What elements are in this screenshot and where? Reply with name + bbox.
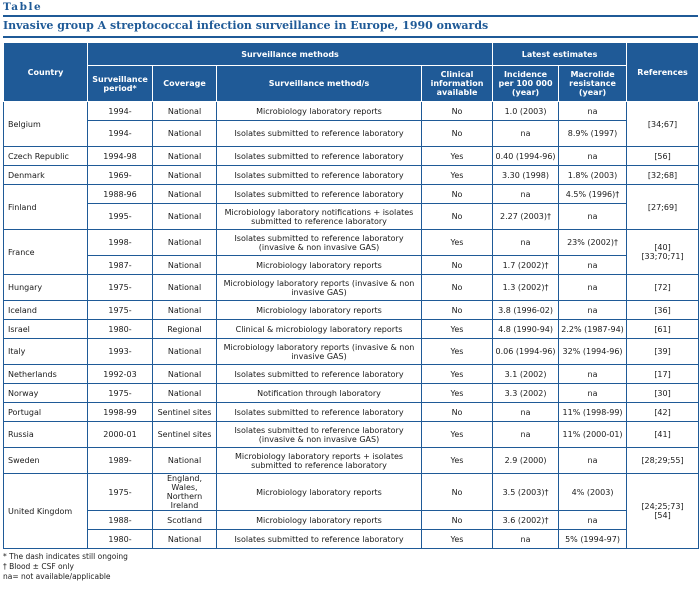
method-cell: Microbiology laboratory reports: [217, 102, 422, 121]
coverage-cell: Scotland: [153, 511, 217, 530]
clinical-cell: Yes: [422, 422, 493, 448]
country-cell: Iceland: [4, 301, 88, 320]
references-cell: [17]: [627, 365, 699, 384]
country-cell: Italy: [4, 339, 88, 365]
period-cell: 1994-: [88, 102, 153, 121]
table-row: [4, 166, 699, 185]
table-row: [4, 365, 699, 384]
clinical-cell: Yes: [422, 230, 493, 256]
country-cell: Sweden: [4, 448, 88, 474]
macrolide-cell: 5% (1994-97): [559, 530, 627, 549]
references-cell: [36]: [627, 301, 699, 320]
references-cell: [41]: [627, 422, 699, 448]
header-country: Country: [4, 43, 88, 102]
coverage-cell: National: [153, 204, 217, 230]
top-rule: [3, 15, 698, 17]
clinical-cell: No: [422, 121, 493, 147]
country-cell: Netherlands: [4, 365, 88, 384]
method-cell: Microbiology laboratory notifications + isolates submitted to reference laboratory: [217, 204, 422, 230]
clinical-cell: No: [422, 474, 493, 511]
footnote: † Blood ± CSF only: [3, 562, 74, 571]
references-cell: [42]: [627, 403, 699, 422]
table-row: [4, 339, 699, 365]
incidence-cell: na: [493, 530, 559, 549]
header-clinical: Clinical information available: [422, 66, 493, 102]
incidence-cell: 0.06 (1994-96): [493, 339, 559, 365]
table-row: [4, 275, 699, 301]
references-cell: [27;69]: [627, 185, 699, 230]
table-row: [4, 121, 699, 147]
coverage-cell: National: [153, 448, 217, 474]
references-cell: [32;68]: [627, 166, 699, 185]
coverage-cell: National: [153, 121, 217, 147]
country-cell: France: [4, 230, 88, 275]
period-cell: 1998-99: [88, 403, 153, 422]
country-cell: Russia: [4, 422, 88, 448]
method-cell: Isolates submitted to reference laboratory: [217, 147, 422, 166]
country-cell: Norway: [4, 384, 88, 403]
method-cell: Isolates submitted to reference laboratory: [217, 166, 422, 185]
incidence-cell: 0.40 (1994-96): [493, 147, 559, 166]
coverage-cell: National: [153, 166, 217, 185]
method-cell: Isolates submitted to reference laboratory: [217, 365, 422, 384]
method-cell: Microbiology laboratory reports: [217, 511, 422, 530]
title-rule: [3, 36, 698, 38]
clinical-cell: No: [422, 275, 493, 301]
references-cell: [72]: [627, 275, 699, 301]
coverage-cell: Sentinel sites: [153, 422, 217, 448]
country-cell: United Kingdom: [4, 474, 88, 549]
macrolide-cell: na: [559, 301, 627, 320]
table-title: Invasive group A streptococcal infection surveillance in Europe, 1990 onwards: [3, 19, 489, 32]
table-row: [4, 448, 699, 474]
header-references: References: [627, 43, 699, 102]
table-row: [4, 204, 699, 230]
method-cell: Isolates submitted to reference laboratory: [217, 185, 422, 204]
incidence-cell: 3.3 (2002): [493, 384, 559, 403]
references-cell: [24;25;73] [54]: [627, 474, 699, 549]
footnote: na= not available/applicable: [3, 572, 111, 581]
table-row: [4, 185, 699, 204]
clinical-cell: No: [422, 403, 493, 422]
table-row: [4, 511, 699, 530]
clinical-cell: No: [422, 204, 493, 230]
table-row: [4, 384, 699, 403]
country-cell: Hungary: [4, 275, 88, 301]
macrolide-cell: 4% (2003): [559, 474, 627, 511]
method-cell: Microbiology laboratory reports + isolates submitted to reference laboratory: [217, 448, 422, 474]
references-cell: [40] [33;70;71]: [627, 230, 699, 275]
incidence-cell: 3.30 (1998): [493, 166, 559, 185]
header-coverage: Coverage: [153, 66, 217, 102]
macrolide-cell: 11% (2000-01): [559, 422, 627, 448]
method-cell: Microbiology laboratory reports (invasive & non invasive GAS): [217, 339, 422, 365]
references-cell: [28;29;55]: [627, 448, 699, 474]
table-row: [4, 301, 699, 320]
references-cell: [34;67]: [627, 102, 699, 147]
country-cell: Israel: [4, 320, 88, 339]
method-cell: Microbiology laboratory reports: [217, 474, 422, 511]
clinical-cell: Yes: [422, 339, 493, 365]
period-cell: 1993-: [88, 339, 153, 365]
period-cell: 1988-96: [88, 185, 153, 204]
incidence-cell: 3.6 (2002)†: [493, 511, 559, 530]
clinical-cell: No: [422, 102, 493, 121]
period-cell: 1969-: [88, 166, 153, 185]
incidence-cell: na: [493, 422, 559, 448]
period-cell: 2000-01: [88, 422, 153, 448]
macrolide-cell: na: [559, 384, 627, 403]
period-cell: 1975-: [88, 301, 153, 320]
header-macrolide: Macrolide resistance (year): [559, 66, 627, 102]
header-method: Surveillance method/s: [217, 66, 422, 102]
surveillance-table: [3, 42, 699, 549]
country-cell: Belgium: [4, 102, 88, 147]
table-row: [4, 403, 699, 422]
references-cell: [61]: [627, 320, 699, 339]
coverage-cell: Sentinel sites: [153, 403, 217, 422]
table-row: [4, 422, 699, 448]
table-row: [4, 530, 699, 549]
incidence-cell: 3.8 (1996-02): [493, 301, 559, 320]
period-cell: 1998-: [88, 230, 153, 256]
clinical-cell: No: [422, 256, 493, 275]
incidence-cell: na: [493, 403, 559, 422]
footnote: * The dash indicates still ongoing: [3, 552, 128, 561]
period-cell: 1995-: [88, 204, 153, 230]
header-surveillance-methods: Surveillance methods: [88, 43, 493, 66]
coverage-cell: National: [153, 230, 217, 256]
macrolide-cell: 32% (1994-96): [559, 339, 627, 365]
macrolide-cell: na: [559, 448, 627, 474]
coverage-cell: National: [153, 301, 217, 320]
country-cell: Denmark: [4, 166, 88, 185]
macrolide-cell: 8.9% (1997): [559, 121, 627, 147]
references-cell: [39]: [627, 339, 699, 365]
clinical-cell: Yes: [422, 448, 493, 474]
country-cell: Portugal: [4, 403, 88, 422]
macrolide-cell: na: [559, 275, 627, 301]
period-cell: 1980-: [88, 530, 153, 549]
period-cell: 1988-: [88, 511, 153, 530]
coverage-cell: National: [153, 147, 217, 166]
method-cell: Isolates submitted to reference laboratory (invasive & non invasive GAS): [217, 230, 422, 256]
macrolide-cell: 11% (1998-99): [559, 403, 627, 422]
footnotes: [3, 552, 128, 582]
period-cell: 1989-: [88, 448, 153, 474]
incidence-cell: 4.8 (1990-94): [493, 320, 559, 339]
coverage-cell: National: [153, 365, 217, 384]
incidence-cell: 3.1 (2002): [493, 365, 559, 384]
incidence-cell: 2.9 (2000): [493, 448, 559, 474]
method-cell: Clinical & microbiology laboratory reports: [217, 320, 422, 339]
incidence-cell: 1.7 (2002)†: [493, 256, 559, 275]
macrolide-cell: na: [559, 511, 627, 530]
table-row: [4, 474, 699, 511]
method-cell: Microbiology laboratory reports (invasive & non invasive GAS): [217, 275, 422, 301]
period-cell: 1975-: [88, 384, 153, 403]
country-cell: Czech Republic: [4, 147, 88, 166]
period-cell: 1992-03: [88, 365, 153, 384]
clinical-cell: Yes: [422, 320, 493, 339]
clinical-cell: Yes: [422, 530, 493, 549]
references-cell: [30]: [627, 384, 699, 403]
method-cell: Microbiology laboratory reports: [217, 301, 422, 320]
period-cell: 1994-98: [88, 147, 153, 166]
coverage-cell: National: [153, 384, 217, 403]
incidence-cell: na: [493, 230, 559, 256]
method-cell: Isolates submitted to reference laboratory: [217, 403, 422, 422]
incidence-cell: 2.27 (2003)†: [493, 204, 559, 230]
header-incidence: Incidence per 100 000 (year): [493, 66, 559, 102]
incidence-cell: 1.0 (2003): [493, 102, 559, 121]
coverage-cell: National: [153, 530, 217, 549]
incidence-cell: 1.3 (2002)†: [493, 275, 559, 301]
table-row: [4, 102, 699, 121]
macrolide-cell: 4.5% (1996)†: [559, 185, 627, 204]
period-cell: 1980-: [88, 320, 153, 339]
incidence-cell: 3.5 (2003)†: [493, 474, 559, 511]
coverage-cell: Regional: [153, 320, 217, 339]
macrolide-cell: na: [559, 365, 627, 384]
method-cell: Notification through laboratory: [217, 384, 422, 403]
macrolide-cell: 1.8% (2003): [559, 166, 627, 185]
macrolide-cell: na: [559, 204, 627, 230]
country-cell: Finland: [4, 185, 88, 230]
method-cell: Isolates submitted to reference laboratory: [217, 530, 422, 549]
coverage-cell: National: [153, 256, 217, 275]
macrolide-cell: na: [559, 147, 627, 166]
method-cell: Microbiology laboratory reports: [217, 256, 422, 275]
incidence-cell: na: [493, 121, 559, 147]
coverage-cell: National: [153, 275, 217, 301]
coverage-cell: National: [153, 102, 217, 121]
table-row: [4, 230, 699, 256]
period-cell: 1975-: [88, 275, 153, 301]
period-cell: 1994-: [88, 121, 153, 147]
table-label: Table: [3, 1, 43, 13]
macrolide-cell: na: [559, 102, 627, 121]
table-row: [4, 320, 699, 339]
header-latest-estimates: Latest estimates: [493, 43, 627, 66]
clinical-cell: Yes: [422, 166, 493, 185]
incidence-cell: na: [493, 185, 559, 204]
coverage-cell: England, Wales, Northern Ireland: [153, 474, 217, 511]
clinical-cell: No: [422, 301, 493, 320]
macrolide-cell: 2.2% (1987-94): [559, 320, 627, 339]
table-row: [4, 147, 699, 166]
header-period: Surveillance period*: [88, 66, 153, 102]
coverage-cell: National: [153, 339, 217, 365]
clinical-cell: No: [422, 511, 493, 530]
method-cell: Isolates submitted to reference laboratory (invasive & non invasive GAS): [217, 422, 422, 448]
references-cell: [56]: [627, 147, 699, 166]
method-cell: Isolates submitted to reference laboratory: [217, 121, 422, 147]
clinical-cell: Yes: [422, 384, 493, 403]
clinical-cell: No: [422, 185, 493, 204]
clinical-cell: Yes: [422, 365, 493, 384]
macrolide-cell: na: [559, 256, 627, 275]
period-cell: 1975-: [88, 474, 153, 511]
coverage-cell: National: [153, 185, 217, 204]
clinical-cell: Yes: [422, 147, 493, 166]
period-cell: 1987-: [88, 256, 153, 275]
table-row: [4, 256, 699, 275]
macrolide-cell: 23% (2002)†: [559, 230, 627, 256]
